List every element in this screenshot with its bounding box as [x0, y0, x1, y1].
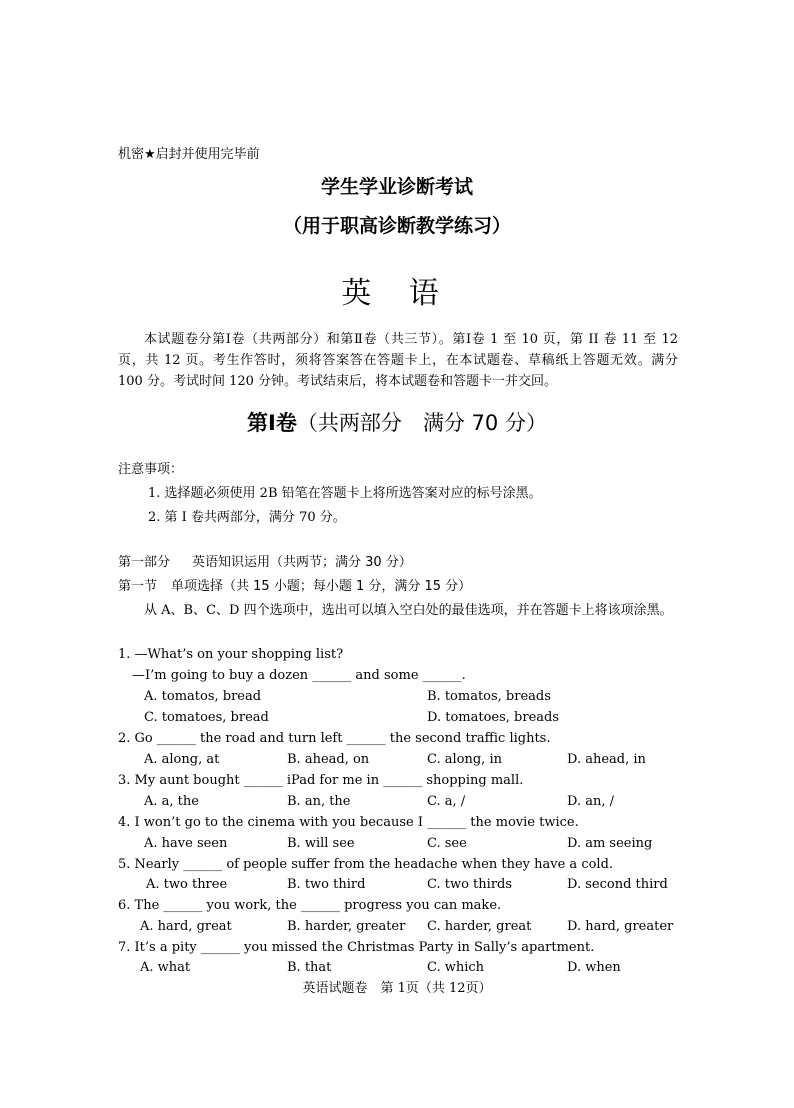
option-c: C. tomatoes, bread [144, 710, 269, 725]
directions: 从 A、B、C、D 四个选项中，选出可以填入空白处的最佳选项，并在答题卡上将该项涂黑。 [144, 603, 673, 618]
intro-paragraph: 本试题卷分第Ⅰ卷（共两部分）和第Ⅱ卷（共三节）。第Ⅰ卷 1 至 10 页，第 II 卷 11 至 12 页，共 12 页。考生作答时，须将答案答在答题卡上，在本试题卷、草稿纸上答题无效。满分 100 分。考试时间 120 分钟。考试结束后，将本试题卷和答题卡一并交回。 [118, 332, 678, 389]
option-d: D. am seeing [567, 836, 653, 851]
section-label: 第一部分 [118, 555, 171, 570]
option-d: D. tomatoes, breads [427, 710, 560, 725]
option-a: A. what [140, 960, 191, 975]
option-d: D. hard, greater [567, 919, 674, 934]
option-a: A. have seen [144, 836, 228, 851]
note-item: 1. 选择题必须使用 2B 铅笔在答题卡上将所选答案对应的标号涂黑。 [148, 486, 542, 501]
option-c: C. a, / [427, 794, 466, 809]
option-b: B. harder, greater [287, 919, 406, 934]
option-d: D. ahead, in [567, 752, 646, 767]
option-b: B. ahead, on [287, 752, 370, 767]
option-d: D. second third [567, 877, 668, 892]
question-stem-2: —I’m going to buy a dozen ______ and some ______. [132, 668, 466, 683]
option-a: A. along, at [144, 752, 220, 767]
confidential-mark: 机密★启封并使用完毕前 [118, 147, 260, 162]
option-a: A. two three [146, 877, 228, 892]
option-c: C. see [427, 836, 467, 851]
page-footer: 英语试题卷 第 1页（共 12页） [302, 981, 492, 996]
option-d: D. an, / [567, 794, 614, 809]
option-d: D. when [567, 960, 621, 975]
question-stem: 4. I won’t go to the cinema with you because I ______ the movie twice. [118, 815, 579, 830]
option-b: B. tomatos, breads [427, 689, 551, 704]
option-b: B. will see [287, 836, 355, 851]
question-stem: 1. —What’s on your shopping list? [118, 647, 344, 662]
option-b: B. two third [287, 877, 366, 892]
subsection-title: 单项选择（共 15 小题；每小题 1 分，满分 15 分） [171, 579, 472, 594]
note-item: 2. 第 I 卷共两部分，满分 70 分。 [148, 510, 346, 525]
option-c: C. along, in [427, 752, 502, 767]
option-b: B. that [287, 960, 332, 975]
part-title-main: 第Ⅰ卷 [247, 411, 297, 435]
subsection-label: 第一节 [118, 579, 158, 594]
question-stem: 7. It’s a pity ______ you missed the Christmas Party in Sally’s apartment. [118, 940, 595, 955]
exam-subtitle: （用于职高诊断教学练习） [282, 215, 511, 237]
question-stem: 2. Go ______ the road and turn left ______ the second traffic lights. [118, 731, 551, 746]
part-title-sub: （共两部分 满分 70 分） [296, 411, 547, 435]
question-stem: 6. The ______ you work, the ______ progress you can make. [118, 898, 502, 913]
option-c: C. which [427, 960, 485, 975]
question-stem: 5. Nearly ______ of people suffer from the headache when they have a cold. [118, 857, 614, 872]
subsection-heading [118, 575, 471, 594]
option-c: C. two thirds [427, 877, 513, 892]
part-title [0, 407, 794, 437]
option-a: A. hard, great [140, 919, 232, 934]
notes-heading: 注意事项： [118, 462, 184, 477]
exam-title: 学生学业诊断考试 [320, 176, 473, 198]
option-a: A. a, the [144, 794, 199, 809]
subject-title: 英 语 [341, 276, 453, 311]
option-c: C. harder, great [427, 919, 532, 934]
section-title: 英语知识运用（共两节；满分 30 分） [192, 555, 412, 570]
option-b: B. an, the [287, 794, 351, 809]
option-a: A. tomatos, bread [144, 689, 262, 704]
section-heading [118, 551, 412, 570]
question-stem: 3. My aunt bought ______ iPad for me in ______ shopping mall. [118, 773, 524, 788]
